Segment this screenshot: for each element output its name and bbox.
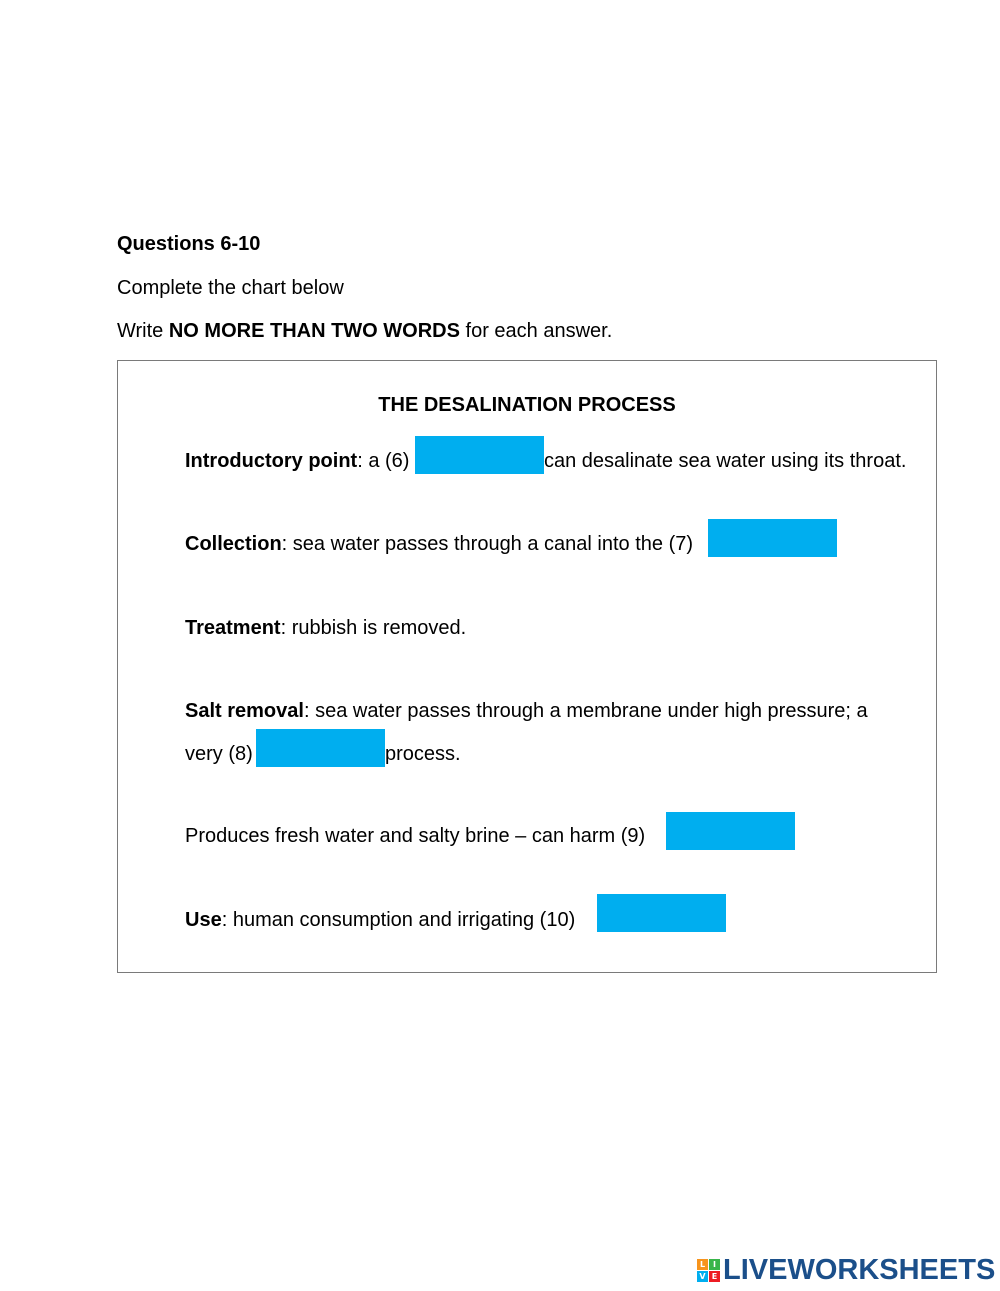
instruction-word-limit: NO MORE THAN TWO WORDS — [168, 320, 460, 342]
questions-heading: Questions 6-10 — [117, 233, 261, 255]
instruction-line-1: Complete the chart below — [117, 277, 344, 299]
desalination-chart — [117, 360, 937, 973]
line-text: : a (6) — [357, 450, 410, 472]
logo-letter-i: I — [709, 1259, 720, 1270]
chart-line-use — [185, 908, 575, 932]
chart-line-process-word: process. — [385, 743, 461, 765]
liveworksheets-logo — [697, 1254, 995, 1286]
instruction-suffix: for each answer. — [459, 320, 613, 342]
chart-line-brine: Produces fresh water and salty brine – can harm (9) — [185, 825, 646, 847]
answer-blank-7[interactable] — [708, 519, 837, 557]
instruction-line-2 — [117, 319, 612, 343]
chart-line-salt-removal-continued: very (8) — [185, 743, 253, 765]
line-text: : rubbish is removed. — [280, 617, 467, 639]
line-label: Treatment — [185, 617, 281, 639]
line-text: : sea water passes through a membrane under high pressure; a — [303, 700, 868, 722]
answer-blank-9[interactable] — [666, 812, 795, 850]
line-text: : sea water passes through a canal into the (7) — [281, 533, 694, 555]
chart-title: THE DESALINATION PROCESS — [378, 394, 676, 416]
answer-blank-8[interactable] — [256, 729, 385, 767]
logo-letter-l: L — [697, 1259, 708, 1270]
chart-line-introductory-point-continued: can desalinate sea water using its throat. — [544, 450, 907, 472]
chart-line-salt-removal — [185, 699, 868, 723]
chart-line-treatment — [185, 616, 466, 640]
logo-letter-e: E — [709, 1271, 720, 1282]
line-label: Collection — [185, 533, 282, 555]
line-label: Use — [185, 909, 222, 931]
instruction-prefix: Write — [117, 320, 169, 342]
answer-blank-6[interactable] — [415, 436, 544, 474]
logo-text: LIVEWORKSHEETS — [723, 1253, 996, 1286]
chart-line-collection — [185, 532, 693, 556]
line-label: Introductory point — [185, 450, 358, 472]
line-text: : human consumption and irrigating (10) — [221, 909, 576, 931]
line-label: Salt removal — [185, 700, 304, 722]
chart-line-introductory-point — [185, 449, 409, 473]
logo-letter-v: V — [697, 1271, 708, 1282]
answer-blank-10[interactable] — [597, 894, 726, 932]
logo-icon — [697, 1259, 720, 1282]
